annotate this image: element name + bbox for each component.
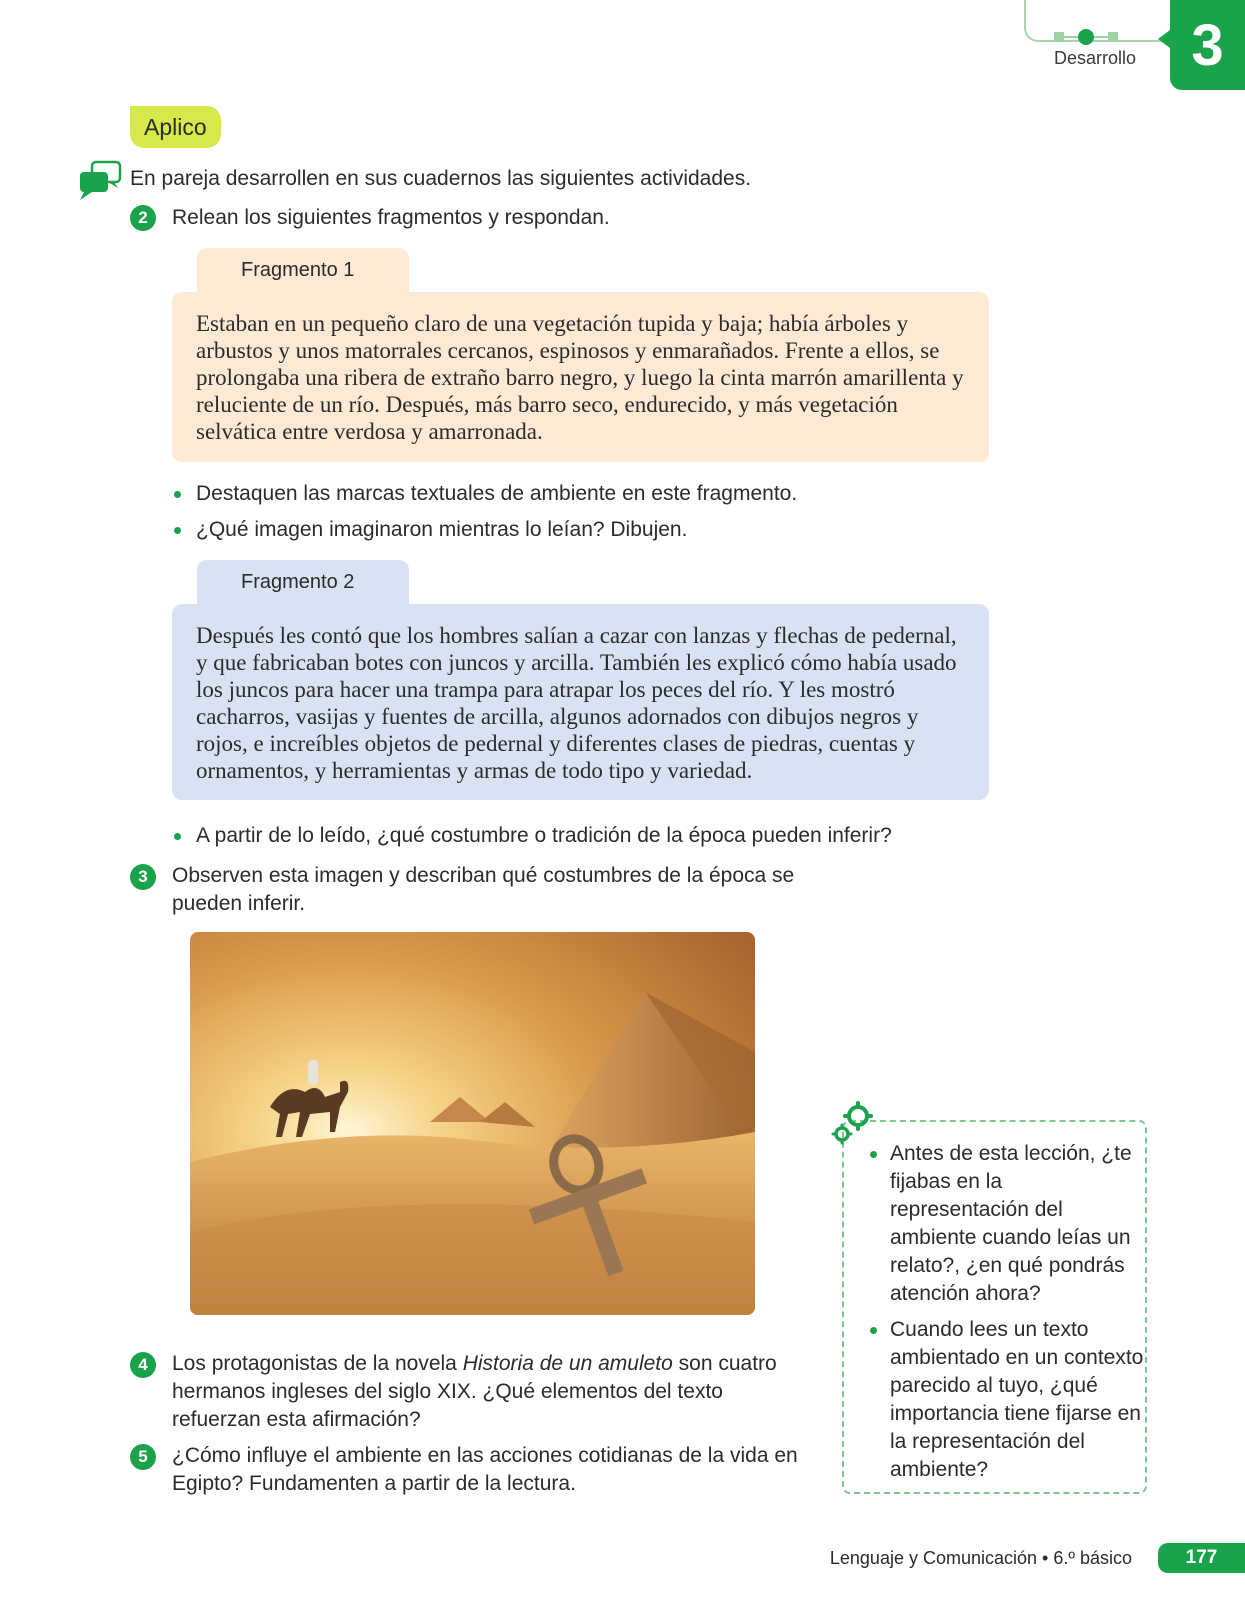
reflection-item: Cuando lees un texto ambientado en un contexto parecido al tuyo, ¿qué importancia tiene fijarse en la representación del ambiente? xyxy=(866,1316,1144,1484)
fragment-1-tasks xyxy=(172,480,972,552)
fragment-1-task: Destaquen las marcas textuales de ambiente en este fragmento. xyxy=(172,480,972,508)
novel-title: Historia de un amuleto xyxy=(462,1352,673,1375)
fragment-1-tab: Fragmento 1 xyxy=(197,248,409,294)
fragment-2-tasks xyxy=(172,822,972,858)
question-3-number: 3 xyxy=(130,864,156,890)
question-2-number: 2 xyxy=(130,205,156,231)
reflection-list xyxy=(866,1140,1144,1492)
section-label: Aplico xyxy=(130,106,221,148)
gears-icon xyxy=(828,1100,876,1148)
question-5-text: ¿Cómo influye el ambiente en las acciones cotidianas de la vida en Egipto? Fundamenten a partir de la lectura. xyxy=(172,1444,798,1495)
question-4-text-start: Los protagonistas de la novela xyxy=(172,1352,463,1375)
reflection-item: Antes de esta lección, ¿te fijabas en la representación del ambiente cuando leías un relato?, ¿en qué pondrás atención ahora? xyxy=(866,1140,1144,1308)
footer-separator: • xyxy=(1042,1548,1049,1568)
question-4-text xyxy=(172,1350,812,1434)
fragment-1-task: ¿Qué imagen imaginaron mientras lo leían? Dibujen. xyxy=(172,516,972,544)
stage-dot-start xyxy=(1054,32,1064,42)
stage-dot-current xyxy=(1078,29,1094,45)
question-2-text: Relean los siguientes fragmentos y respondan. xyxy=(172,206,610,229)
stage-line xyxy=(1094,36,1108,38)
question-5-number: 5 xyxy=(130,1444,156,1470)
unit-tab-notch xyxy=(1158,30,1170,48)
footer-grade: 6.º básico xyxy=(1053,1548,1132,1568)
page-number: 177 xyxy=(1158,1543,1245,1573)
stage-dot-end xyxy=(1108,32,1118,42)
question-4-number: 4 xyxy=(130,1352,156,1378)
question-3-text: Observen esta imagen y describan qué costumbres de la época se pueden inferir. xyxy=(172,864,795,915)
fragment-1-text: Estaban en un pequeño claro de una vegetación tupida y baja; había árboles y arbustos y unos matorrales cercanos, espinosos y enmarañados. Frente a ellos, se prolongaba una ribera de extraño barro negro, y luego la cinta marrón amarillenta y reluciente de un río. Después, más barro seco, endurecido, y más vegetación selvática entre verdosa y amarronada. xyxy=(172,292,989,462)
egypt-desert-photo xyxy=(190,932,755,1315)
fragment-2-task: A partir de lo leído, ¿qué costumbre o tradición de la época pueden inferir? xyxy=(172,822,972,850)
fragment-2-text: Después les contó que los hombres salían a cazar con lanzas y flechas de pedernal, y que fabricaban botes con juncos y arcilla. También les explicó cómo había usado los juncos para hacer una trampa para atrapar los peces del río. Y les mostró cacharros, vasijas y fuentes de arcilla, algunos adornados con dibujos negros y rojos, e increíbles objetos de pedernal y diferentes clases de piedras, cuentas y ornamentos, y herramientas y armas de todo tipo y variedad. xyxy=(172,604,989,800)
unit-number-tab: 3 xyxy=(1170,0,1245,90)
stage-label: Desarrollo xyxy=(1054,48,1137,68)
stage-progress xyxy=(1054,30,1118,44)
pair-chat-icon xyxy=(78,160,124,204)
reflection-box xyxy=(842,1120,1147,1494)
fragment-2-tab: Fragmento 2 xyxy=(197,560,409,606)
footer-subject-line xyxy=(830,1548,1132,1569)
question-4-text-end: son cuatro hermanos ingleses del siglo XIX. ¿Qué elementos del texto refuerzan esta afirmación? xyxy=(172,1352,777,1431)
instruction-text: En pareja desarrollen en sus cuadernos las siguientes actividades. xyxy=(130,167,752,190)
stage-line xyxy=(1064,36,1078,38)
footer-subject: Lenguaje y Comunicación xyxy=(829,1548,1038,1568)
